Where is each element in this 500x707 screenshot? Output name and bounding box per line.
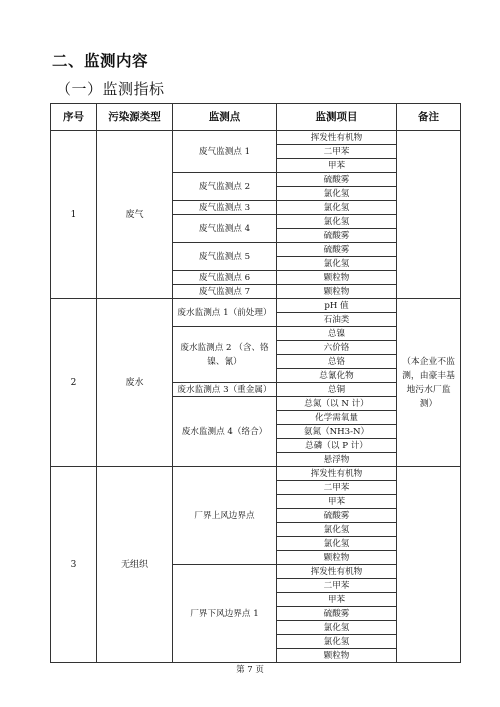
header-row xyxy=(51,104,461,131)
cell-monitoring-item: 氯化氢 xyxy=(277,537,397,551)
cell-monitoring-item: 挥发性有机物 xyxy=(277,467,397,481)
cell-serial-no: 2 xyxy=(51,299,97,467)
cell-monitoring-item: 氯化氢 xyxy=(277,635,397,649)
cell-source-type: 废水 xyxy=(97,299,173,467)
cell-monitoring-item: 氯化氢 xyxy=(277,201,397,215)
cell-monitoring-item: 颗粒物 xyxy=(277,285,397,299)
cell-monitoring-point: 废气监测点 2 xyxy=(173,173,277,201)
cell-monitoring-point: 废气监测点 6 xyxy=(173,271,277,285)
cell-note: （本企业不监测，由豪丰基地污水厂监测） xyxy=(397,299,461,467)
cell-monitoring-item: 化学需氧量 xyxy=(277,411,397,425)
cell-monitoring-item: 二甲苯 xyxy=(277,145,397,159)
cell-monitoring-item: 氯化氢 xyxy=(277,215,397,229)
cell-source-type: 废气 xyxy=(97,131,173,299)
header-cell-no: 序号 xyxy=(51,104,97,131)
cell-monitoring-point: 废气监测点 1 xyxy=(173,131,277,173)
cell-monitoring-item: 氯化氢 xyxy=(277,523,397,537)
cell-monitoring-item: 总磷（以 P 计） xyxy=(277,439,397,453)
cell-monitoring-point: 厂界下风边界点 1 xyxy=(173,565,277,663)
cell-monitoring-item: 氨氮（NH3-N） xyxy=(277,425,397,439)
cell-monitoring-item: 石油类 xyxy=(277,313,397,327)
cell-monitoring-item: 氯化氢 xyxy=(277,187,397,201)
cell-monitoring-point: 废气监测点 3 xyxy=(173,201,277,215)
header-cell-item: 监测项目 xyxy=(277,104,397,131)
cell-monitoring-item: 甲苯 xyxy=(277,495,397,509)
cell-monitoring-point: 厂界上风边界点 xyxy=(173,467,277,565)
cell-monitoring-item: 二甲苯 xyxy=(277,481,397,495)
cell-source-type: 无组织 xyxy=(97,467,173,663)
monitoring-table xyxy=(50,103,461,663)
cell-monitoring-item: 总氰化物 xyxy=(277,369,397,383)
cell-monitoring-item: 硫酸雾 xyxy=(277,173,397,187)
table-row xyxy=(51,467,461,481)
section-title: 二、监测内容 xyxy=(52,52,149,70)
cell-monitoring-item: 悬浮物 xyxy=(277,453,397,467)
cell-monitoring-point: 废气监测点 7 xyxy=(173,285,277,299)
cell-monitoring-item: 氯化氢 xyxy=(277,257,397,271)
cell-monitoring-item: 二甲苯 xyxy=(277,579,397,593)
header-cell-point: 监测点 xyxy=(173,104,277,131)
cell-monitoring-point: 废水监测点 3（重金属） xyxy=(173,383,277,397)
cell-monitoring-point: 废气监测点 5 xyxy=(173,243,277,271)
header-cell-note: 备注 xyxy=(397,104,461,131)
cell-serial-no: 1 xyxy=(51,131,97,299)
cell-monitoring-item: 颗粒物 xyxy=(277,649,397,663)
cell-monitoring-item: 甲苯 xyxy=(277,159,397,173)
cell-monitoring-item: 总镍 xyxy=(277,327,397,341)
cell-monitoring-item: 总铬 xyxy=(277,355,397,369)
cell-monitoring-item: 挥发性有机物 xyxy=(277,565,397,579)
cell-monitoring-item: 总氮（以 N 计） xyxy=(277,397,397,411)
cell-monitoring-item: 硫酸雾 xyxy=(277,607,397,621)
cell-monitoring-point: 废气监测点 4 xyxy=(173,215,277,243)
cell-monitoring-item: pH 值 xyxy=(277,299,397,313)
page-number: 第 7 页 xyxy=(236,665,264,675)
cell-serial-no: 3 xyxy=(51,467,97,663)
table-row xyxy=(51,299,461,313)
cell-monitoring-item: 挥发性有机物 xyxy=(277,131,397,145)
cell-monitoring-item: 甲苯 xyxy=(277,593,397,607)
header-cell-type: 污染源类型 xyxy=(97,104,173,131)
cell-monitoring-item: 颗粒物 xyxy=(277,271,397,285)
cell-monitoring-item: 硫酸雾 xyxy=(277,229,397,243)
cell-monitoring-item: 硫酸雾 xyxy=(277,509,397,523)
cell-monitoring-item: 氯化氢 xyxy=(277,621,397,635)
cell-monitoring-item: 硫酸雾 xyxy=(277,243,397,257)
table-row xyxy=(51,131,461,145)
cell-monitoring-item: 六价铬 xyxy=(277,341,397,355)
cell-monitoring-point: 废水监测点 2 （含、铬镍、氰） xyxy=(173,327,277,383)
cell-note xyxy=(397,131,461,299)
cell-monitoring-point: 废水监测点 1（前处理） xyxy=(173,299,277,327)
cell-monitoring-point: 废水监测点 4（络合） xyxy=(173,397,277,467)
subsection-title: （一）监测指标 xyxy=(56,80,165,98)
cell-note xyxy=(397,467,461,663)
cell-monitoring-item: 颗粒物 xyxy=(277,551,397,565)
cell-monitoring-item: 总铜 xyxy=(277,383,397,397)
